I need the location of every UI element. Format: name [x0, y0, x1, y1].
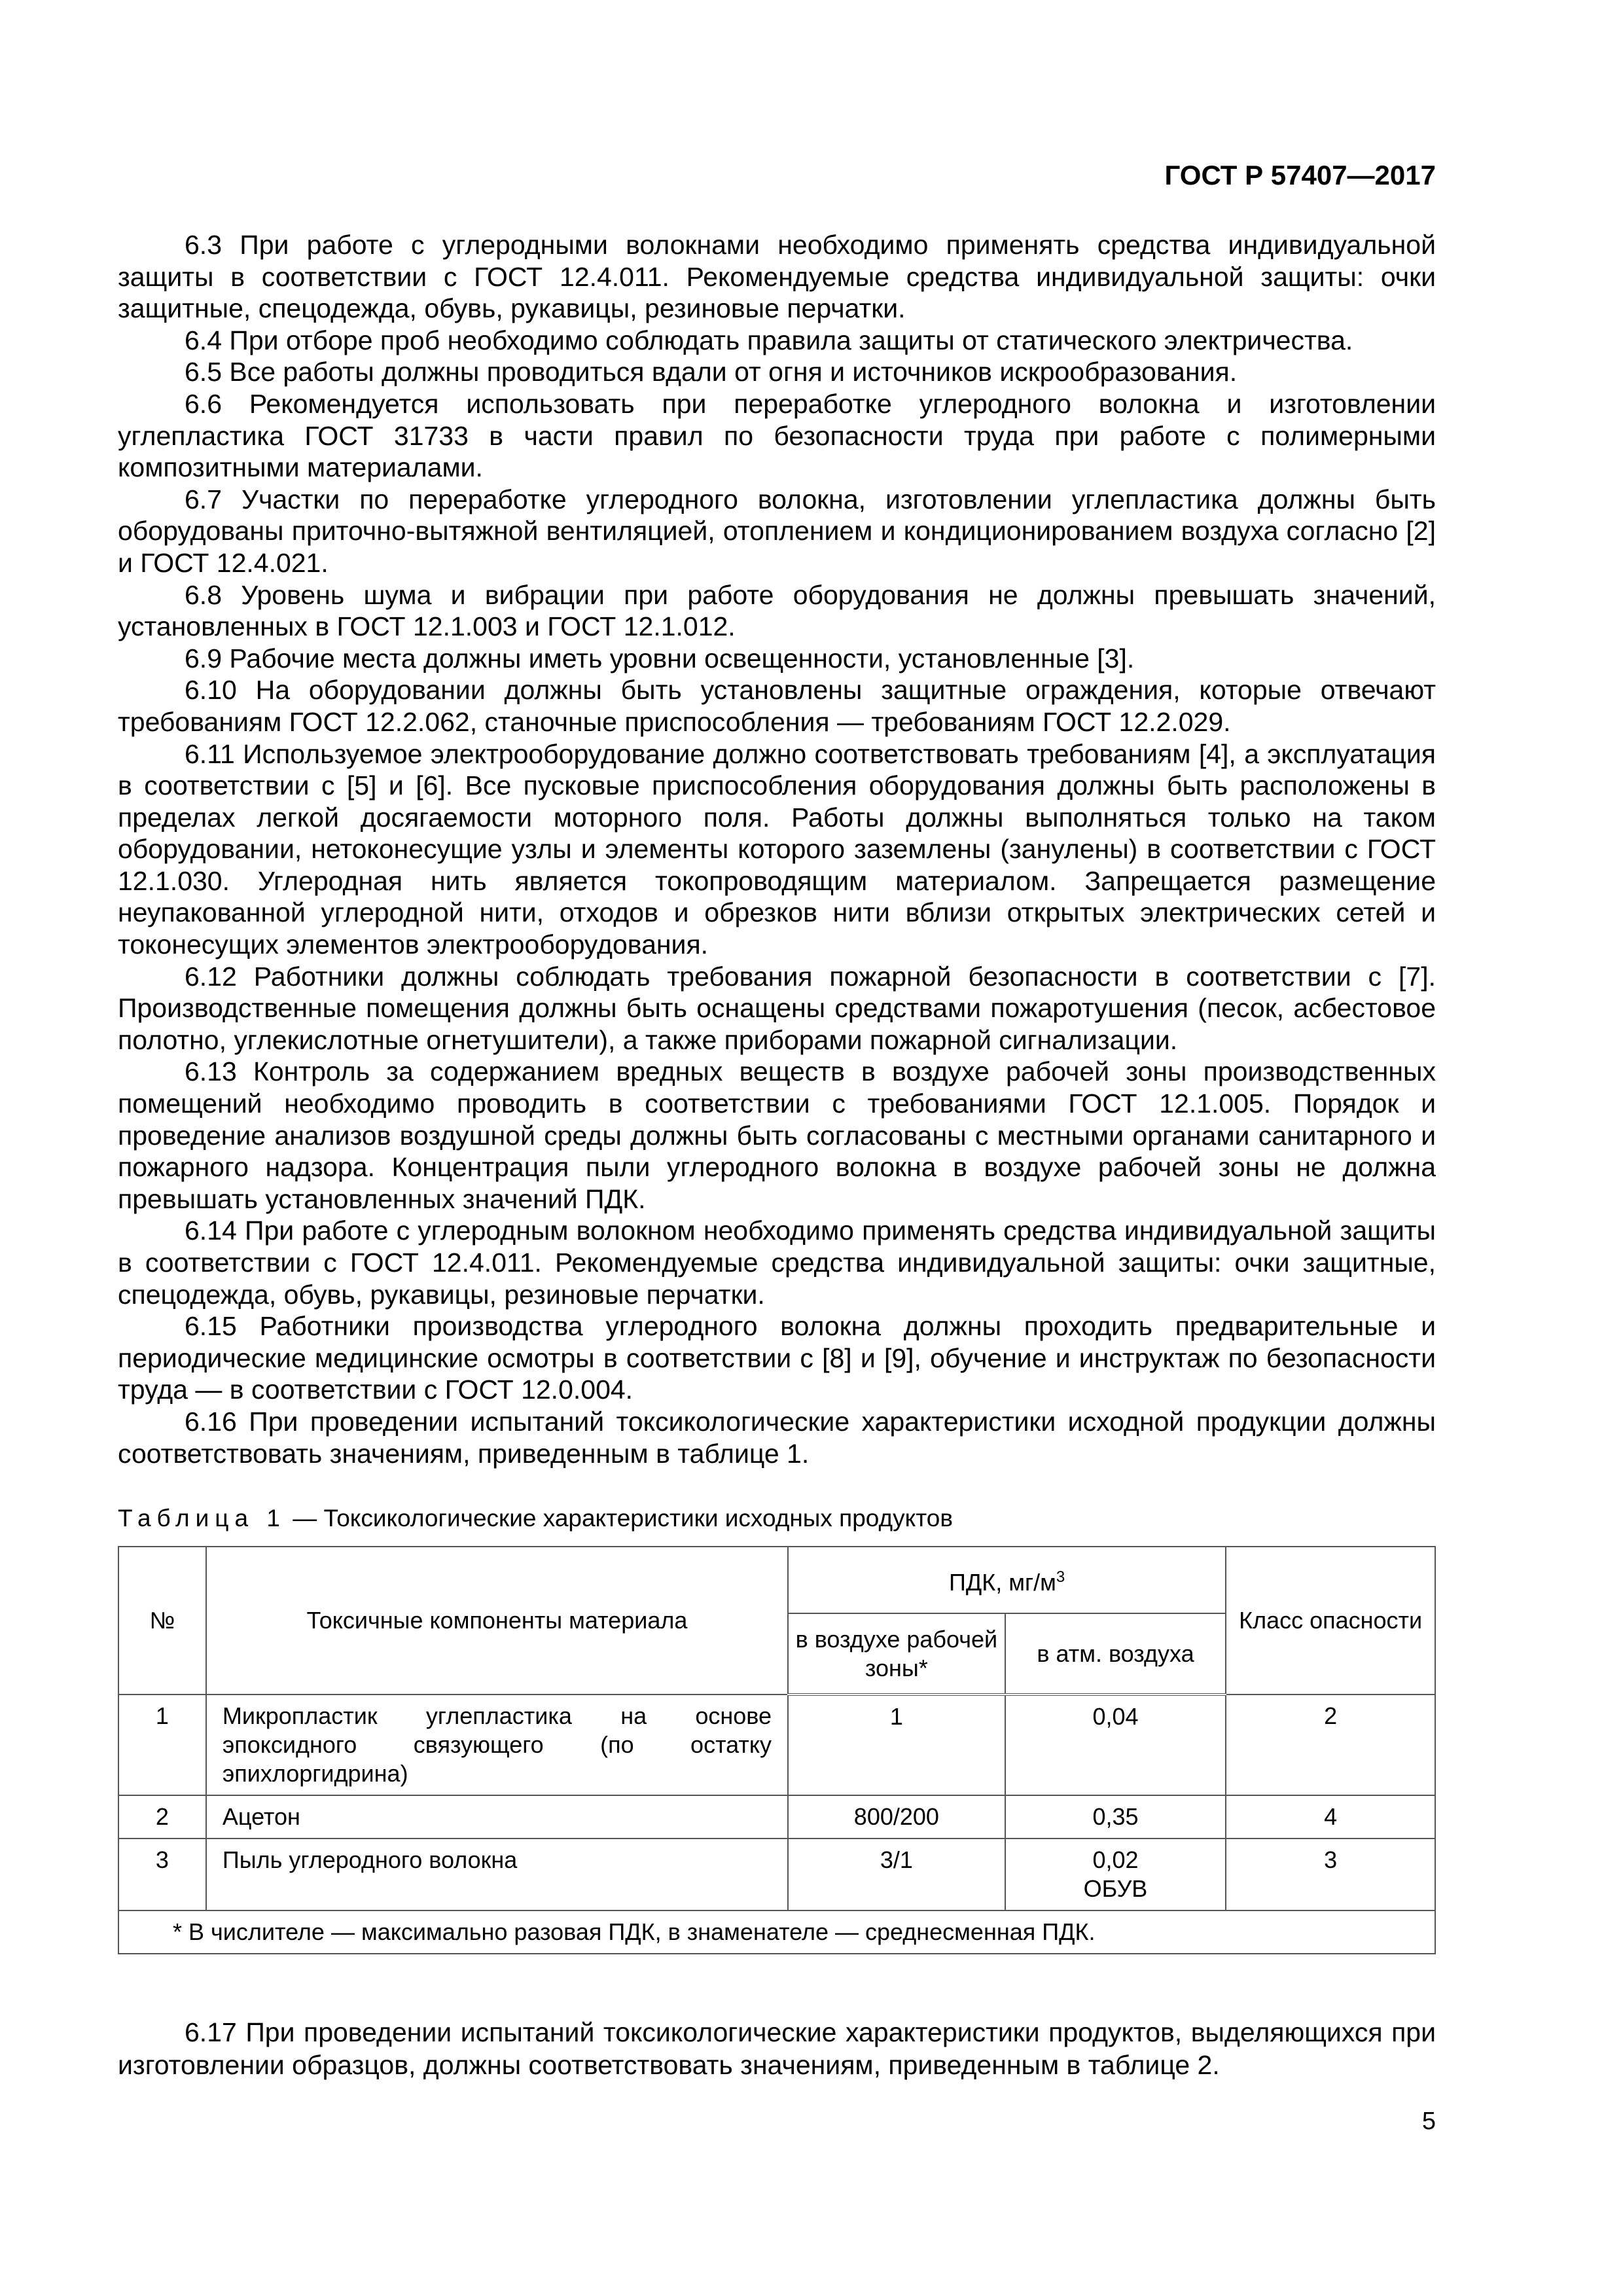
row-atm-air-note: ОБУВ: [1083, 1875, 1148, 1902]
header-hazard-class: Класс опасности: [1226, 1547, 1435, 1695]
section-6-body: [118, 229, 1436, 1469]
table-caption-label: Таблица 1: [118, 1505, 286, 1532]
row-number: 3: [118, 1839, 206, 1910]
paragraph-6-3: 6.3 При работе с углеродными волокнами необходимо применять средства индивидуальной защиты в соответствии с ГОСТ 12.4.011. Рекомендуемые средства индивидуальной защиты: очки защитные, спецодежда, обувь, рукавицы, резиновые перчатки.: [118, 230, 1436, 324]
toxicology-table: [118, 1546, 1436, 1954]
table-row: [118, 1795, 1435, 1839]
section-6-17: [118, 2016, 1436, 2081]
table-footnote: * В числителе — максимально разовая ПДК, в знаменателе — среднесменная ПДК.: [118, 1910, 1435, 1954]
paragraph-6-13: 6.13 Контроль за содержанием вредных веществ в воздухе рабочей зоны производственных помещений необходимо проводить в соответствии с требованиями ГОСТ 12.1.005. Порядок и проведение анализов воздушной среды должны быть согласованы с местными органами санитарного и пожарного надзора. Концентрация пыли углеродного волокна в воздухе рабочей зоны не должна превышать установленных значений ПДК.: [118, 1056, 1436, 1214]
paragraph-6-4: 6.4 При отборе проб необходимо соблюдать правила защиты от статического электричества.: [185, 325, 1353, 355]
row-atm-air: [1005, 1695, 1226, 1795]
page-number: 5: [1421, 2108, 1436, 2135]
table-footnote-row: [118, 1910, 1435, 1954]
row-hazard-class: 3: [1226, 1839, 1435, 1910]
paragraph-6-7: 6.7 Участки по переработке углеродного волокна, изготовлении углепластика должны быть оборудованы приточно-вытяжной вентиляцией, отоплением и кондиционированием воздуха согласно [2] и ГОСТ 12.4.021.: [118, 484, 1436, 578]
header-work-air: в воздухе рабочей зоны*: [788, 1613, 1005, 1695]
paragraph-6-12: 6.12 Работники должны соблюдать требования пожарной безопасности в соответствии с [7]. Производственные помещения должны быть оснащены средствами пожаротушения (песок, асбестовое полотно, углекислотные огнетушители), а также приборами пожарной сигнализации.: [118, 961, 1436, 1055]
row-number: 2: [118, 1795, 206, 1839]
paragraph-6-16: 6.16 При проведении испытаний токсикологические характеристики исходной продукции должны соответствовать значениям, приведенным в таблице 1.: [118, 1406, 1436, 1469]
row-hazard-class: 4: [1226, 1795, 1435, 1839]
header-pdk: [788, 1547, 1226, 1613]
paragraph-6-6: 6.6 Рекомендуется использовать при переработке углеродного волокна и изготовлении углепластика ГОСТ 31733 в части правил по безопасности труда при работе с полимерными композитными материалами.: [118, 388, 1436, 483]
table-row: [118, 1839, 1435, 1910]
table-caption: [118, 1504, 953, 1533]
header-component: Токсичные компоненты материала: [206, 1547, 788, 1695]
row-component: Ацетон: [206, 1795, 788, 1839]
row-work-air: 3/1: [788, 1839, 1005, 1910]
document-id-header: ГОСТ Р 57407—2017: [1164, 160, 1436, 190]
paragraph-6-5: 6.5 Все работы должны проводиться вдали от огня и источников искрообразования.: [185, 357, 1238, 387]
paragraph-6-15: 6.15 Работники производства углеродного волокна должны проходить предварительные и периодические медицинские осмотры в соответствии с [8] и [9], обучение и инструктаж по безопасности труда — в соответствии с ГОСТ 12.0.004.: [118, 1311, 1436, 1405]
row-atm-air-value: 0,04: [1092, 1703, 1139, 1730]
header-pdk-label: ПДК, мг/м: [949, 1569, 1056, 1596]
row-work-air: 800/200: [788, 1795, 1005, 1839]
paragraph-6-14: 6.14 При работе с углеродным волокном необходимо применять средства индивидуальной защиты в соответствии с ГОСТ 12.4.011. Рекомендуемые средства индивидуальной защиты: очки защитные, спецодежда, обувь, рукавицы, резиновые перчатки.: [118, 1215, 1436, 1310]
row-atm-air-value: 0,02: [1092, 1846, 1139, 1873]
row-atm-air-value: 0,35: [1092, 1803, 1139, 1830]
row-component: Микропластик углепластика на основе эпоксидного связующего (по остатку эпихлоргидрина): [206, 1695, 788, 1795]
paragraph-6-9: 6.9 Рабочие места должны иметь уровни освещенности, установленные [3].: [185, 643, 1135, 673]
row-hazard-class: 2: [1226, 1695, 1435, 1795]
header-pdk-unit-exponent: 3: [1056, 1568, 1065, 1586]
paragraph-6-10: 6.10 На оборудовании должны быть установлены защитные ограждения, которые отвечают требованиям ГОСТ 12.2.062, станочные приспособления — требованиям ГОСТ 12.2.029.: [118, 675, 1436, 737]
paragraph-6-17: 6.17 При проведении испытаний токсикологические характеристики продуктов, выделяющихся при изготовлении образцов, должны соответствовать значениям, приведенным в таблице 2.: [118, 2017, 1436, 2080]
row-atm-air: [1005, 1795, 1226, 1839]
header-number: №: [118, 1547, 206, 1695]
row-number: 1: [118, 1695, 206, 1795]
row-component: Пыль углеродного волокна: [206, 1839, 788, 1910]
table-caption-title: — Токсикологические характеристики исходных продуктов: [285, 1505, 954, 1532]
paragraph-6-8: 6.8 Уровень шума и вибрации при работе оборудования не должны превышать значений, установленных в ГОСТ 12.1.003 и ГОСТ 12.1.012.: [118, 579, 1436, 642]
header-atm-air: в атм. воздуха: [1005, 1613, 1226, 1695]
table-row: [118, 1695, 1435, 1795]
paragraph-6-11: 6.11 Используемое электрооборудование должно соответствовать требованиям [4], а эксплуатация в соответствии с [5] и [6]. Все пусковые приспособления оборудования должны быть расположены в пределах легкой досягаемости моторного поля. Работы должны выполняться только на таком оборудовании, нетоконесущие узлы и элементы которого заземлены (занулены) в соответствии с ГОСТ 12.1.030. Углеродная нить является токопроводящим материалом. Запрещается размещение неупакованной углеродной нити, отходов и обрезков нити вблизи открытых электрических сетей и токонесущих элементов электрооборудования.: [118, 738, 1436, 960]
row-work-air: 1: [788, 1695, 1005, 1795]
row-atm-air: [1005, 1839, 1226, 1910]
